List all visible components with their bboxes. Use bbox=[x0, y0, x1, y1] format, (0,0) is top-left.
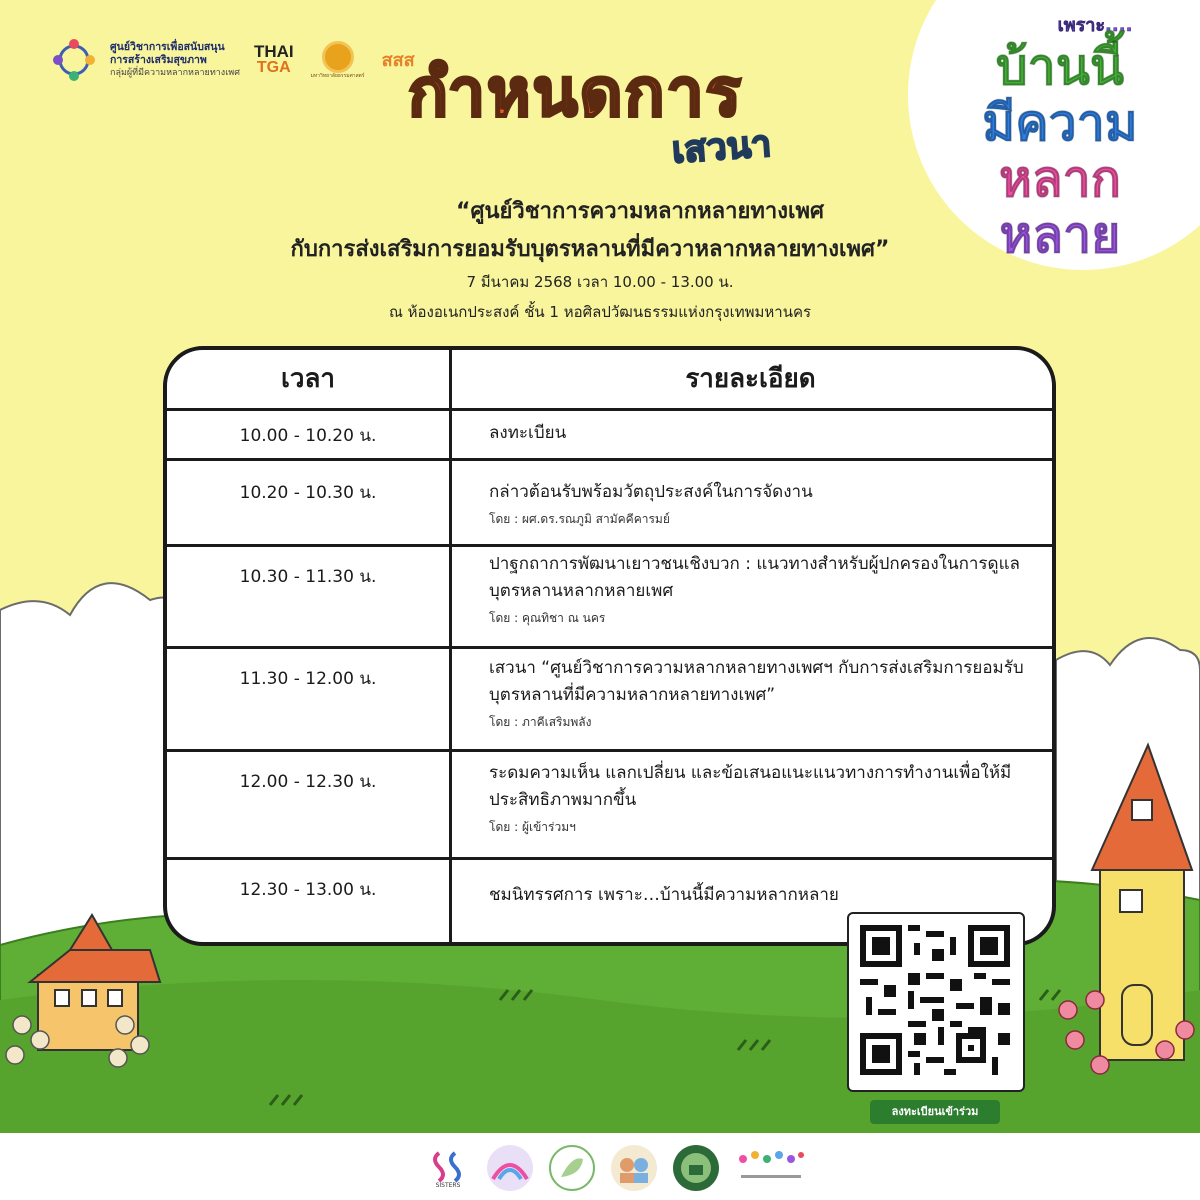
rainbow-icon bbox=[487, 1145, 533, 1191]
org-line-3: กลุ่มผู้ที่มีความหลากหลายทางเพศ bbox=[110, 67, 240, 78]
partner-logo-5 bbox=[673, 1145, 719, 1191]
university-seal-icon bbox=[322, 41, 354, 73]
badge-line-1: บ้านนี้ bbox=[995, 38, 1125, 96]
registration-qr-code[interactable] bbox=[847, 912, 1025, 1092]
row-time: 10.30 - 11.30 น. bbox=[239, 567, 377, 587]
thai-tga-logo bbox=[254, 44, 294, 76]
sss-logo-text: สสส bbox=[381, 50, 415, 70]
badge-line-3: หลาก bbox=[999, 150, 1121, 208]
partner-logos bbox=[425, 1145, 807, 1191]
badge-small-text: เพราะ.... bbox=[1057, 15, 1133, 36]
row-detail bbox=[489, 551, 1049, 627]
page-subtitle: เสวนา bbox=[670, 123, 773, 172]
header-time: เวลา bbox=[280, 364, 336, 394]
event-heading-line-2: กับการส่งเสริมการยอมรับบุตรหลานที่มีควาหลากหลายทางเพศ” bbox=[290, 237, 890, 262]
row-detail-text: ลงทะเบียน bbox=[489, 423, 567, 443]
row-detail bbox=[489, 420, 1049, 447]
row-detail-text: เสวนา “ศูนย์วิชาการความหลากหลายทางเพศฯ กับการส่งเสริมการยอมรับบุตรหลานที่มีความหลากหลายทางเพศ” bbox=[489, 658, 1024, 705]
partner-logo-3 bbox=[549, 1145, 595, 1191]
row-detail-text: ระดมความเห็น แลกเปลี่ยน และข้อเสนอแนะแนวทางการทำงานเพื่อให้มีประสิทธิภาพมากขึ้น bbox=[489, 763, 1012, 810]
org-line-1: ศูนย์วิชาการเพื่อสนับสนุน bbox=[110, 40, 225, 53]
sisters-foundation-logo bbox=[425, 1145, 471, 1191]
bacc-logo bbox=[735, 1145, 807, 1191]
schedule-table bbox=[163, 346, 1056, 946]
row-detail bbox=[489, 760, 1049, 836]
row-time: 11.30 - 12.00 น. bbox=[239, 669, 377, 689]
dots-icon bbox=[735, 1145, 807, 1191]
badge-line-4: หลาย bbox=[999, 206, 1121, 264]
university-logo bbox=[308, 41, 368, 79]
event-venue: ณ ห้องอเนกประสงค์ ชั้น 1 หอศิลปวัฒนธรรมแห่งกรุงเทพมหานคร bbox=[388, 303, 812, 321]
campaign-badge-text bbox=[940, 10, 1180, 263]
partner-logo-2 bbox=[487, 1145, 533, 1191]
table-row bbox=[167, 547, 1052, 649]
thai-logo-bottom: TGA bbox=[256, 59, 291, 76]
badge-line-2: มีความ bbox=[982, 94, 1138, 152]
row-time: 10.00 - 10.20 น. bbox=[239, 426, 377, 446]
register-button[interactable]: ลงทะเบียนเข้าร่วม bbox=[870, 1100, 1000, 1124]
university-caption: มหาวิทยาลัยธรรมศาสตร์ bbox=[310, 73, 365, 79]
center-logo-text bbox=[110, 41, 240, 80]
row-detail bbox=[489, 479, 1049, 528]
org-line-2: การสร้างเสริมสุขภาพ bbox=[110, 53, 207, 66]
table-header bbox=[167, 350, 1052, 411]
row-speaker: โดย : ภาคีเสริมพลัง bbox=[489, 715, 592, 729]
table-row bbox=[167, 649, 1052, 752]
row-detail-text: ชมนิทรรศการ เพราะ…บ้านนี้มีความหลากหลาย bbox=[489, 885, 839, 905]
event-heading-line-1: “ศูนย์วิชาการความหลากหลายทางเพศ bbox=[456, 199, 824, 224]
people-icon bbox=[611, 1145, 657, 1191]
qr-code-icon bbox=[860, 925, 1010, 1075]
row-speaker: โดย : ผู้เข้าร่วมฯ bbox=[489, 820, 576, 834]
event-date: 7 มีนาคม 2568 เวลา 10.00 - 13.00 น. bbox=[466, 273, 734, 291]
row-detail-text: ปาฐกถาการพัฒนาเยาวชนเชิงบวก : แนวทางสำหรับผู้ปกครองในการดูแลบุตรหลานหลากหลายเพศ bbox=[489, 554, 1020, 601]
leaf-icon bbox=[551, 1147, 593, 1189]
center-logo-icon bbox=[52, 38, 96, 82]
row-time: 12.30 - 13.00 น. bbox=[239, 880, 377, 900]
row-detail bbox=[489, 882, 1049, 909]
row-speaker: โดย : ผศ.ดร.รณภูมิ สามัคคีคารมย์ bbox=[489, 512, 670, 526]
header-detail: รายละเอียด bbox=[685, 364, 816, 394]
thai-logo-top: THAI bbox=[253, 42, 294, 61]
row-detail-text: กล่าวต้อนรับพร้อมวัตถุประสงค์ในการจัดงาน bbox=[489, 482, 813, 502]
row-speaker: โดย : คุณทิชา ณ นคร bbox=[489, 611, 606, 625]
table-row bbox=[167, 752, 1052, 860]
row-time: 10.20 - 10.30 น. bbox=[239, 483, 377, 503]
emblem-icon bbox=[673, 1145, 719, 1191]
header-logos bbox=[52, 38, 415, 82]
sisters-logo-label: SISTERS bbox=[435, 1182, 461, 1189]
table-row bbox=[167, 408, 1052, 461]
table-row bbox=[167, 461, 1052, 547]
page-title: กำหนดการ bbox=[408, 54, 743, 131]
partner-logo-4 bbox=[611, 1145, 657, 1191]
row-detail bbox=[489, 655, 1049, 731]
row-time: 12.00 - 12.30 น. bbox=[239, 772, 377, 792]
